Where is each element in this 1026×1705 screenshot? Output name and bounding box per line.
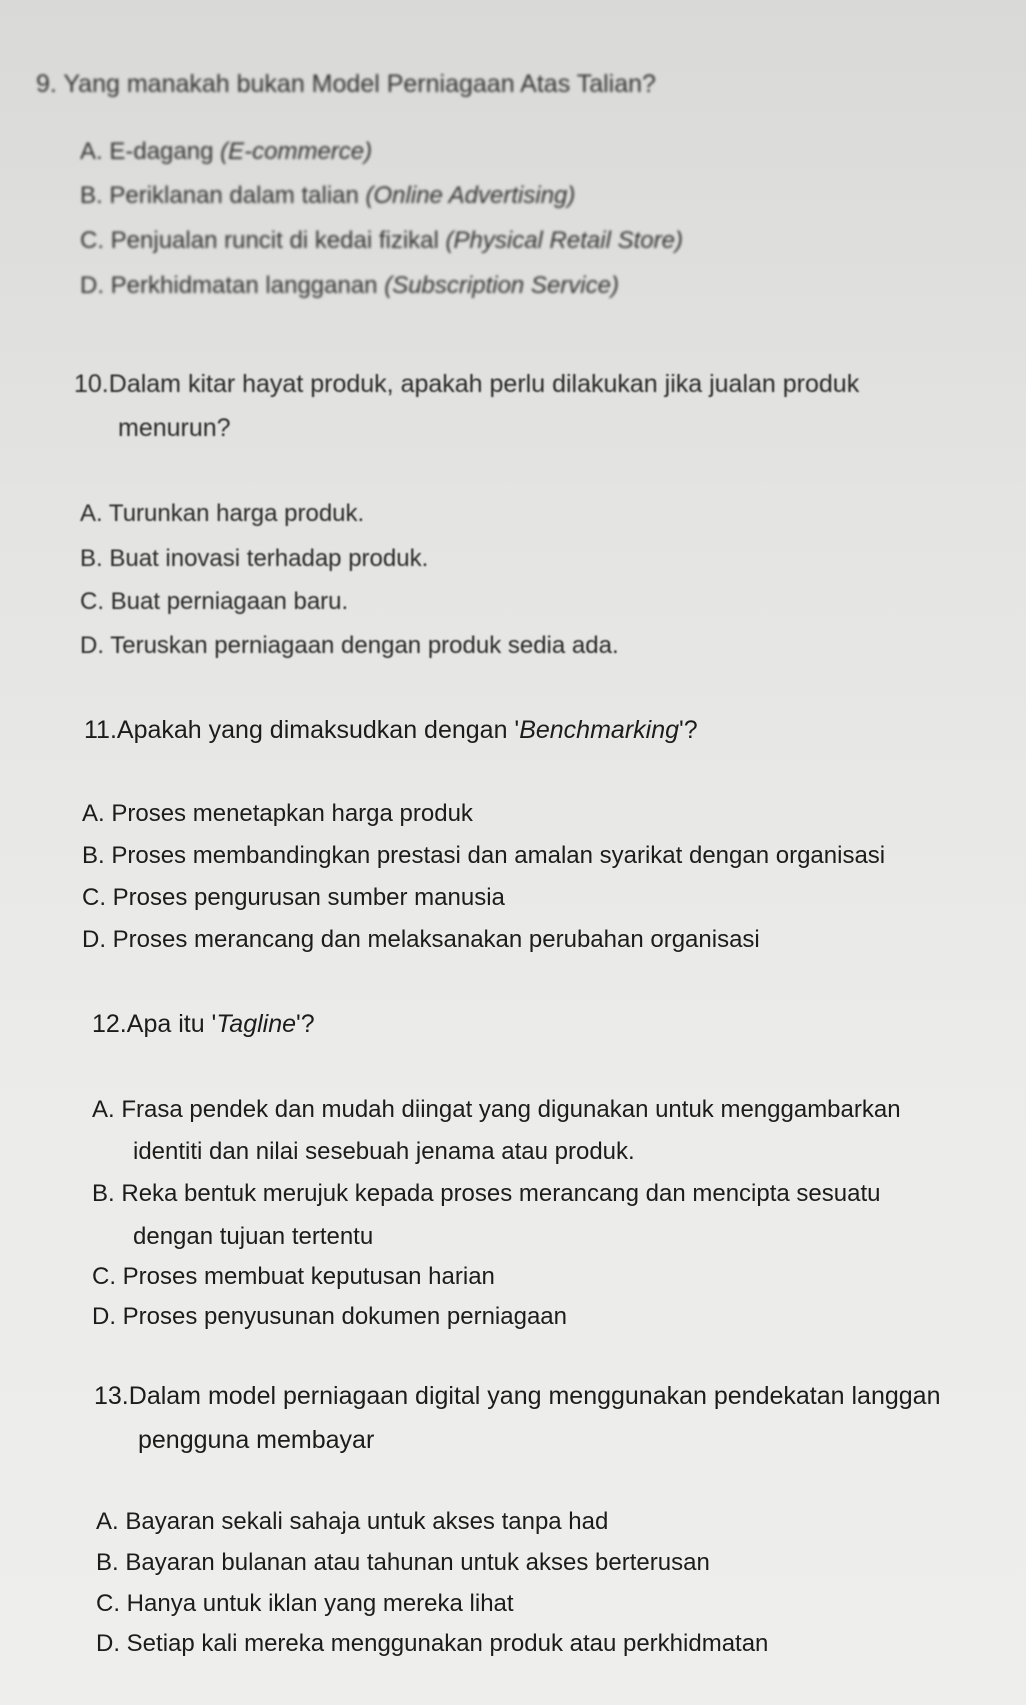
option-text: Bayaran sekali sahaja untuk akses tanpa had [125, 1508, 609, 1535]
question-text: Apakah yang dimaksudkan dengan ' [116, 716, 520, 744]
question-10-stem-line2: menurun? [118, 414, 231, 442]
option-text: Proses merancang dan melaksanakan perubahan organisasi [112, 926, 760, 953]
option-italic-text: (Physical Retail Store) [445, 227, 683, 254]
question-term: Tagline [216, 1010, 297, 1038]
option-a [82, 800, 473, 828]
option-letter: C. [82, 884, 106, 911]
option-d [92, 1303, 567, 1331]
option-b [80, 545, 428, 573]
option-a [96, 1508, 608, 1536]
option-d [82, 926, 760, 954]
option-letter: A. [92, 1096, 115, 1123]
option-d [96, 1630, 768, 1658]
option-letter: A. [80, 500, 103, 527]
option-letter: D. [82, 926, 106, 953]
question-9-stem [36, 70, 656, 99]
option-letter: B. [80, 545, 103, 572]
option-text: Proses penyusunan dokumen perniagaan [122, 1303, 567, 1330]
option-b [82, 842, 885, 870]
question-text: Yang manakah bukan Model Perniagaan Atas Talian? [63, 70, 656, 98]
option-letter: A. [82, 800, 105, 827]
option-letter: A. [96, 1508, 119, 1535]
question-10-stem [74, 370, 859, 399]
question-number: 11. [84, 716, 117, 744]
option-text: Buat inovasi terhadap produk. [109, 545, 429, 572]
question-13-stem-line2: pengguna membayar [138, 1426, 375, 1454]
option-c [92, 1263, 495, 1291]
option-italic-text: (Subscription Service) [384, 272, 619, 299]
option-text: Proses menetapkan harga produk [111, 800, 473, 827]
option-letter: B. [82, 842, 105, 869]
question-number: 10. [74, 370, 109, 398]
option-text: Reka bentuk merujuk kepada proses merancang dan mencipta sesuatu [121, 1180, 881, 1207]
option-text: Penjualan runcit di kedai fizikal [110, 227, 439, 254]
option-text: Teruskan perniagaan dengan produk sedia ada. [110, 632, 619, 659]
option-c [82, 884, 505, 912]
option-b [96, 1549, 710, 1577]
option-a [80, 500, 364, 528]
option-text: Proses membandingkan prestasi dan amalan syarikat dengan organisasi [111, 842, 886, 869]
option-b [80, 182, 575, 210]
option-letter: D. [80, 272, 104, 299]
option-letter: D. [92, 1303, 116, 1330]
question-text: Apa itu ' [126, 1010, 217, 1038]
option-letter: C. [92, 1263, 116, 1290]
option-a [80, 138, 372, 166]
question-11-stem [84, 716, 698, 745]
question-text: Dalam model perniagaan digital yang menggunakan pendekatan langgan [128, 1382, 941, 1410]
option-text: Proses pengurusan sumber manusia [112, 884, 505, 911]
option-text: Setiap kali mereka menggunakan produk atau perkhidmatan [126, 1630, 769, 1657]
option-italic-text: (Online Advertising) [365, 182, 576, 209]
option-a [92, 1096, 901, 1124]
option-letter: B. [96, 1549, 119, 1576]
option-italic-text: (E-commerce) [220, 138, 373, 165]
option-text: Perkhidmatan langganan [110, 272, 378, 299]
option-letter: B. [80, 182, 103, 209]
option-d [80, 632, 619, 660]
question-number: 9. [36, 70, 57, 98]
option-letter: C. [80, 227, 104, 254]
option-d [80, 272, 619, 300]
question-text-end: '? [679, 716, 698, 744]
option-letter: A. [80, 138, 103, 165]
option-b-continued: dengan tujuan tertentu [133, 1223, 374, 1250]
option-text: Hanya untuk iklan yang mereka lihat [126, 1590, 514, 1617]
option-text: Buat perniagaan baru. [110, 588, 349, 615]
option-b [92, 1180, 880, 1208]
question-12-stem [92, 1010, 315, 1039]
option-letter: D. [96, 1630, 120, 1657]
question-13-stem [94, 1382, 940, 1411]
option-letter: C. [96, 1590, 120, 1617]
question-term: Benchmarking [519, 716, 680, 744]
option-text: Turunkan harga produk. [108, 500, 365, 527]
option-c [80, 588, 348, 616]
question-number: 12. [92, 1010, 127, 1038]
option-text: E-dagang [109, 138, 214, 165]
option-text: Frasa pendek dan mudah diingat yang digunakan untuk menggambarkan [121, 1096, 901, 1123]
option-c [96, 1590, 514, 1618]
question-text: Dalam kitar hayat produk, apakah perlu dilakukan jika jualan produk [108, 370, 860, 398]
option-text: Bayaran bulanan atau tahunan untuk akses berterusan [125, 1549, 710, 1576]
option-a-continued: identiti dan nilai sesebuah jenama atau produk. [133, 1138, 635, 1165]
question-number: 13. [94, 1382, 129, 1410]
option-letter: D. [80, 632, 104, 659]
question-text-end: '? [296, 1010, 315, 1038]
option-letter: B. [92, 1180, 115, 1207]
option-text: Periklanan dalam talian [109, 182, 359, 209]
option-text: Proses membuat keputusan harian [122, 1263, 495, 1290]
option-letter: C. [80, 588, 104, 615]
option-c [80, 227, 683, 255]
